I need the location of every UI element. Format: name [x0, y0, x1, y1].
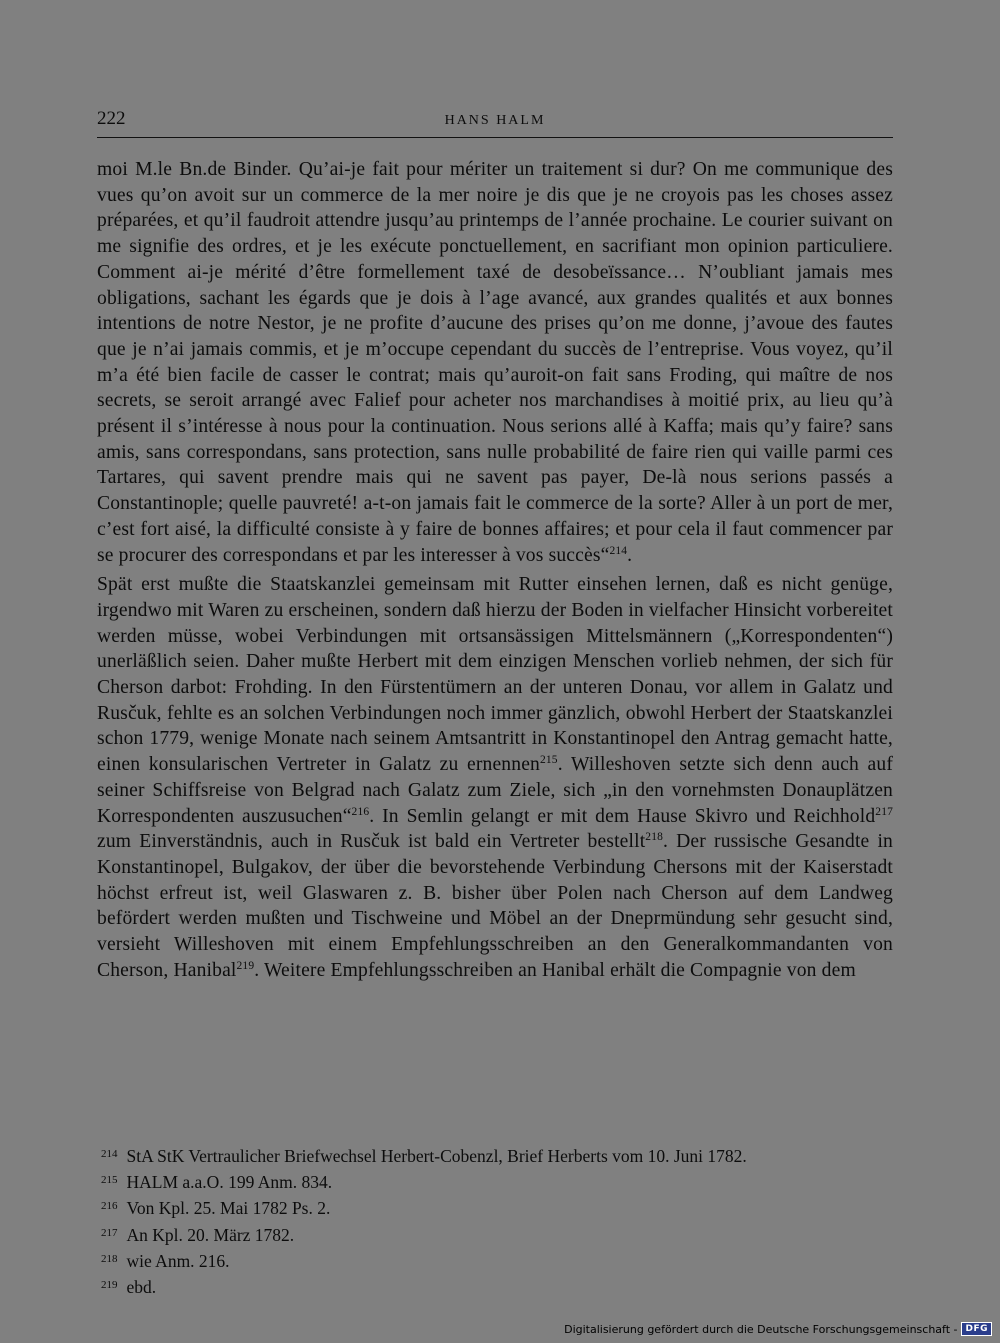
footnote-text: ebd.: [126, 1277, 157, 1298]
page-number: 222: [97, 108, 126, 129]
footnote-text: wie Anm. 216.: [126, 1250, 230, 1271]
footnote-219: [101, 1273, 893, 1299]
paragraph-quote: [97, 157, 893, 568]
text-segment: . Der russische Gesandte in Konstantinopel, Bulgakov, der über die bevorstehende Verbindung Chersons mit der Kaiserstadt höchst erfreut ist, weil Glaswaren z. B. bisher über Polen nach Cherson auf dem Landweg befördert werden mußten und Tischweine und Möbel an der Dneprmündung sehr gesucht sind, versieht Willeshoven mit einem Empfehlungsschreiben an den Generalkommandanten von Cherson, Hanibal: [97, 831, 894, 981]
footnote-number: 216: [101, 1200, 118, 1213]
text-segment: Spät erst mußte die Staatskanzlei gemeinsam mit Rutter einsehen lernen, daß es nicht genüge, irgendwo mit Waren zu erscheinen, sondern daß hierzu der Boden in vielfacher Hinsicht vorbereitet werden müsse, wobei Verbindungen mit ortsansässigen Mittelsmännern („Korrespondenten“) unerläßlich seien. Daher mußte Herbert mit dem einzigen Menschen vorlieb nehmen, der sich für Cherson darbot: Frohding. In den Fürstentümern an der unteren Donau, vor allem in Galatz und Rusčuk, fehlte es an solchen Verbindungen noch immer gänzlich, obwohl Herbert der Staatskanzlei schon 1779, wenige Monate nach seinem Amtsantritt in Konstantinopel den Antrag gemacht hatte, einen konsularischen Vertreter in Galatz zu ernennen: [97, 574, 893, 776]
footnote-216: [101, 1194, 893, 1220]
note-ref-217: 217: [875, 805, 893, 818]
note-ref-214: 214: [609, 544, 628, 557]
footnote-217: [101, 1221, 893, 1247]
footnote-number: 218: [101, 1252, 118, 1265]
footnote-number: 214: [101, 1148, 118, 1160]
footnote-text: HALM a.a.O. 199 Anm. 834.: [126, 1172, 333, 1193]
footnote-number: 217: [101, 1226, 118, 1239]
dfg-logo: DFG: [961, 1322, 992, 1336]
footnote-215: [101, 1168, 893, 1194]
paragraph-main: [97, 572, 893, 983]
digitization-credit: [564, 1322, 992, 1336]
footnote-218: [101, 1247, 893, 1273]
footnote-text: Von Kpl. 25. Mai 1782 Ps. 2.: [126, 1198, 331, 1219]
note-ref-216: 216: [351, 805, 370, 818]
quote-text: moi M.le Bn.de Binder. Qu’ai-je fait pour mériter un traitement si dur? On me communique des vues qu’on avoit sur un commerce de la mer noire je dis que je ne croyois pas les choses assez préparées, et qu’il faudroit attendre jusqu’au printemps de l’année prochaine. Le courier suivant on me signifie des ordres, et je les exécute ponctuellement, en sacrifiant mon opinion particuliere. Comment ai-je mérité d’être formellement taxé de desobeïssance… N’oubliant jamais mes obligations, sachant les égards que je dois à l’age avancé, aux grandes qualités et aux bonnes intentions de notre Nestor, je ne profite d’aucune des prises qu’on me donne, j’avoue des fautes que je n’ai jamais commis, et je m’occupe cependant du succès de l’entreprise. Vous voyez, qu’il m’a été bien facile de casser le contrat; mais qu’auroit-on fait sans Froding, qui maître de nos secrets, se seroit arrangé avec Falief pour acheter nos marchandises à moitié prix, au lieu qu’à présent il s’intéresse à nous pour la continuation. Nous serions allé à Kaffa; mais qu’y faire? sans amis, sans correspondans, sans protection, sans nulle probabilité de faire rien qui vaille parmi ces Tartares, qui savent prendre mais qui ne savent pas payer, De-là nous serions passés a Constantinople; quelle pauvreté! a-t-on jamais fait le commerce de la sorte? Aller à un port de mer, c’est fort aisé, la difficulté consiste à y faire de bonnes affaires; et pour cela il faut commencer par se procurer des correspondans et par les interesser à vos succès“: [97, 159, 893, 566]
footnote-text: StA StK Vertraulicher Briefwechsel Herbert-Cobenzl, Brief Herberts vom 10. Juni 1782.: [126, 1146, 747, 1166]
footnote-number: 215: [101, 1174, 118, 1187]
page-header: [97, 107, 893, 138]
body-text: [97, 157, 893, 986]
text-segment: . Willeshoven setzte sich denn auch auf seiner Schiffsreise von Belgrad nach Galatz zum Ziele, sich „in den vornehmsten Donauplätzen Korrespondenten auszusuchen“: [97, 754, 893, 827]
running-head: HANS HALM: [444, 113, 546, 128]
note-ref-215: 215: [540, 754, 558, 767]
quote-end: .: [627, 544, 633, 566]
text-segment: zum Einverständnis, auch in Rusčuk ist bald ein Vertreter bestellt: [97, 831, 646, 853]
text-segment: . In Semlin gelangt er mit dem Hause Skivro und Reichhold: [369, 805, 876, 827]
text-segment: . Weitere Empfehlungsschreiben an Hanibal erhält die Compagnie von dem: [254, 959, 856, 981]
footnotes: [101, 1142, 893, 1299]
footnote-214: [101, 1142, 893, 1168]
note-ref-219: 219: [236, 959, 255, 972]
footnote-text: An Kpl. 20. März 1782.: [126, 1224, 295, 1245]
credit-text: Digitalisierung gefördert durch die Deutsche Forschungsgemeinschaft -: [564, 1322, 958, 1336]
footnote-number: 219: [101, 1279, 118, 1292]
note-ref-218: 218: [645, 831, 663, 844]
